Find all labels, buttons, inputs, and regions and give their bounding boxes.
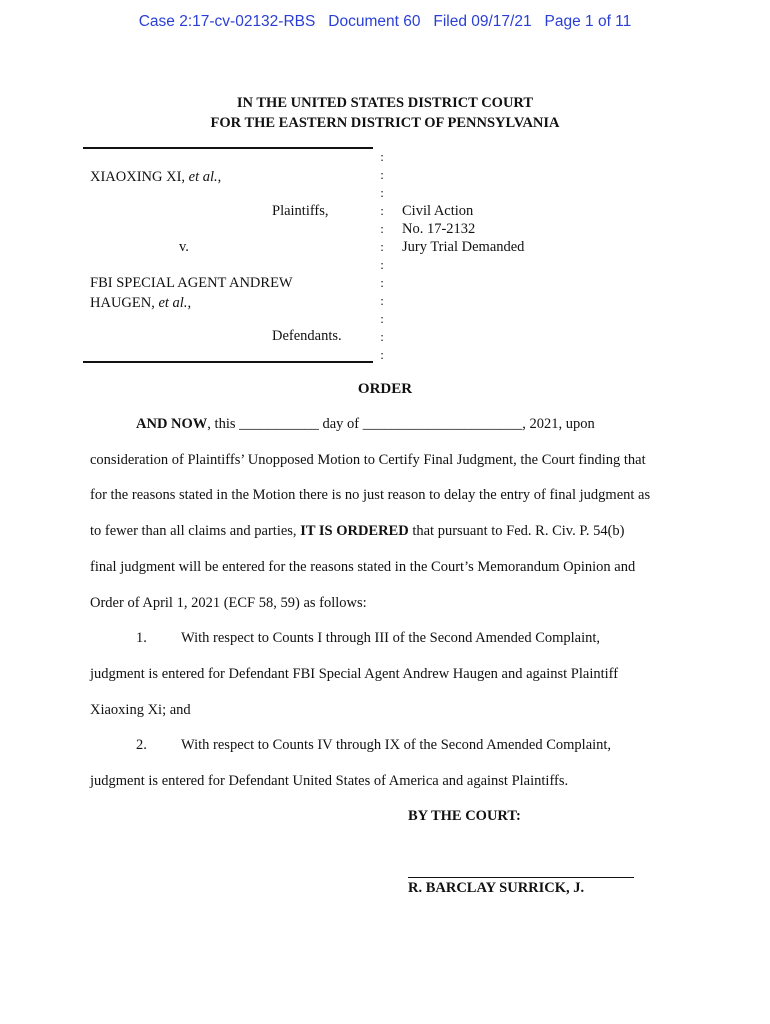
- order-line-5: final judgment will be entered for the reasons stated in the Court’s Memorandum Opinion and: [90, 559, 636, 575]
- comma-1: ,: [217, 169, 222, 185]
- civil-action-label: Civil Action: [402, 203, 474, 219]
- by-the-court-label: BY THE COURT:: [408, 808, 521, 824]
- court-name-line-2: FOR THE EASTERN DISTRICT OF PENNSYLVANIA: [210, 115, 560, 131]
- order-line-3: for the reasons stated in the Motion there is no just reason to delay the entry of final judgment as: [90, 487, 651, 503]
- paragraph-1-number: 1.: [136, 630, 147, 646]
- it-is-ordered-bold: IT IS ORDERED: [300, 523, 409, 539]
- order-line-4-a: to fewer than all claims and parties,: [90, 523, 301, 539]
- caption-top-rule: [83, 147, 373, 149]
- defendant-name-line-2-text: HAUGEN,: [90, 295, 155, 311]
- order-line-4: [90, 523, 624, 540]
- order-line-1: [136, 416, 595, 433]
- comma-2: ,: [187, 295, 192, 311]
- paragraph-1-line-3: Xiaoxing Xi; and: [90, 702, 191, 718]
- paragraph-2-line-2: judgment is entered for Defendant United States of America and against Plaintiffs.: [90, 773, 569, 789]
- and-now-bold: AND NOW: [136, 416, 208, 432]
- plaintiffs-label: Plaintiffs,: [272, 203, 329, 219]
- order-title: ORDER: [357, 381, 413, 397]
- plaintiff-name-text: XIAOXING XI,: [90, 169, 186, 185]
- paragraph-1-line-2: judgment is entered for Defendant FBI Special Agent Andrew Haugen and against Plaintiff: [90, 666, 619, 682]
- order-line-6: Order of April 1, 2021 (ECF 58, 59) as follows:: [90, 595, 367, 611]
- jury-demand: Jury Trial Demanded: [402, 239, 525, 255]
- paragraph-1-line-1: With respect to Counts I through III of the Second Amended Complaint,: [181, 630, 601, 646]
- versus-label: v.: [179, 239, 189, 255]
- defendant-name-line-1: FBI SPECIAL AGENT ANDREW: [90, 275, 293, 291]
- paragraph-2-number: 2.: [136, 737, 147, 753]
- caption-bottom-rule: [83, 361, 373, 363]
- order-line-1-rest: , this ___________ day of ______________________, 2021, upon: [207, 416, 595, 432]
- plaintiff-name: [90, 169, 221, 186]
- defendants-label: Defendants.: [272, 328, 342, 344]
- court-name-line-1: IN THE UNITED STATES DISTRICT COURT: [236, 95, 534, 111]
- et-al-2: et al.: [158, 295, 188, 311]
- caption-colon-column: : : : : : : : : : : : :: [380, 149, 384, 362]
- order-line-2: consideration of Plaintiffs’ Unopposed Motion to Certify Final Judgment, the Court finding that: [90, 452, 646, 468]
- defendant-name-line-2: [90, 295, 191, 312]
- case-header-stamp: Case 2:17-cv-02132-RBS Document 60 Filed 09/17/21 Page 1 of 11: [138, 13, 632, 30]
- judge-name: R. BARCLAY SURRICK, J.: [408, 880, 585, 896]
- case-number: No. 17-2132: [402, 221, 476, 237]
- et-al-1: et al.: [188, 169, 218, 185]
- paragraph-2-line-1: With respect to Counts IV through IX of the Second Amended Complaint,: [181, 737, 612, 753]
- order-line-4-b: that pursuant to Fed. R. Civ. P. 54(b): [408, 523, 625, 539]
- signature-line: [408, 877, 634, 878]
